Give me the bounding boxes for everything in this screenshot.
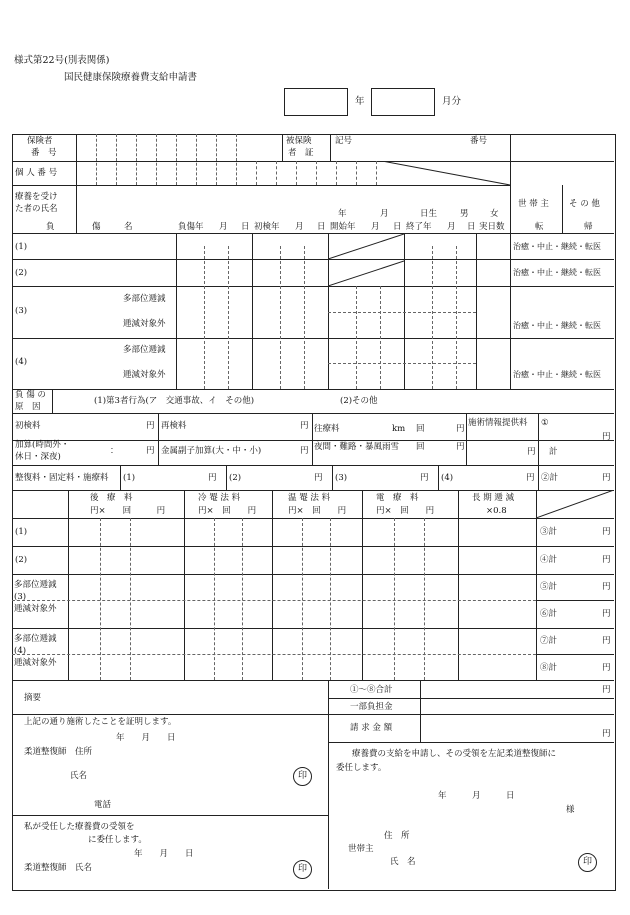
reduction-fee-label: 整復料・固定料・施療料 [15, 473, 109, 483]
grand-total-yen: 円 [602, 685, 611, 695]
reduction-fee-4: (4) [441, 473, 454, 483]
total-6-label: ⑥計 [540, 609, 558, 619]
outcome-options-3[interactable]: 治癒・中止・継続・転医 [513, 321, 601, 330]
total-5-label: ⑤計 [540, 582, 558, 592]
addition-label-2: 休日・深夜) [15, 452, 61, 462]
delegation-text-2: 委任します。 [336, 763, 387, 773]
treatment-row-2: (2) [15, 555, 28, 565]
delegation-seal: 印 [578, 853, 597, 872]
long-term-factor: ×0.8 [486, 506, 507, 516]
acceptance-practitioner-name: 柔道整復師 氏名 [24, 863, 93, 873]
house-call-yen: 円 [456, 424, 465, 434]
aftercare-unit: 円× 回 円 [90, 506, 166, 516]
personal-number-label: 個 人 番 号 [15, 168, 58, 178]
aftercare-fee-header: 後 療 料 [90, 493, 133, 503]
birth-month-label: 月 [380, 209, 389, 219]
delegation-date: 年 月 日 [438, 791, 515, 801]
first-visit-fee-yen: 円 [146, 421, 155, 431]
acceptance-text-2: に委任します。 [88, 835, 147, 845]
symbol-label: 記号 [335, 136, 353, 146]
start-date-diagonals [328, 234, 404, 286]
patient-name-label-2: た者の氏名 [15, 204, 58, 214]
birth-year-label: 年 [338, 209, 347, 219]
injury-row-1: (1) [15, 242, 28, 252]
certification-date: 年 月 日 [116, 733, 176, 743]
birth-day-label: 日生 [420, 209, 438, 219]
injury-row-4-multi-site: 多部位逓減 [123, 345, 166, 355]
long-term-reduction-header: 長 期 逓 減 [472, 493, 515, 503]
insured-card-label-1: 被保険 [286, 136, 312, 146]
col-first-visit-day: 日 [317, 222, 326, 232]
reduction-fee-1: (1) [123, 473, 136, 483]
grand-total-label: ①～⑧合計 [350, 685, 393, 695]
col-injury-date-day: 日 [241, 222, 250, 232]
col-outcome-2: 帰 [584, 222, 593, 232]
revisit-fee-yen: 円 [300, 421, 309, 431]
claim-amount-label: 請 求 金 額 [350, 723, 393, 733]
splint-addition-yen: 円 [300, 446, 309, 456]
col-injury-date-month: 月 [219, 222, 228, 232]
other-relation-label[interactable]: そ の 他 [569, 199, 600, 209]
col-start-year: 開始年 [330, 222, 356, 232]
household-head-label[interactable]: 世 帯 主 [518, 199, 549, 209]
reduction-fee-2: (2) [229, 473, 242, 483]
delegation-name-label: 氏 名 [390, 857, 416, 867]
month-input-box[interactable] [371, 88, 435, 116]
treatment-header-diagonal [536, 490, 614, 518]
treatment-row-3-multi-site: 多部位逓減 [14, 580, 57, 590]
month-label: 月分 [442, 96, 462, 107]
outcome-options-4[interactable]: 治癒・中止・継続・転医 [513, 370, 601, 379]
reduction-fee-3: (3) [335, 473, 348, 483]
house-call-fee-label: 往療料 [314, 424, 340, 434]
col-end-month: 月 [447, 222, 456, 232]
practitioner-seal: 印 [293, 767, 312, 786]
reduction-fee-2-yen: 円 [314, 473, 323, 483]
delegation-text-1: 療養費の支給を申請し、その受領を左記柔道整復師に [352, 749, 557, 759]
splint-addition-label: 金属副子加算(大・中・小) [161, 446, 262, 456]
col-injury-name-3: 名 [124, 222, 133, 232]
claim-amount-yen: 円 [602, 729, 611, 739]
male-label[interactable]: 男 [460, 209, 469, 219]
revisit-fee-label: 再検料 [161, 421, 187, 431]
col-start-month: 月 [371, 222, 380, 232]
certification-text: 上記の通り施術したことを証明します。 [24, 717, 177, 727]
outcome-options-2[interactable]: 治癒・中止・継続・転医 [513, 268, 601, 277]
night-weather-label: 夜間・難路・暴風雨雪 [314, 442, 400, 452]
treatment-row-4-exempt: 逓減対象外 [14, 658, 57, 668]
col-start-day: 日 [393, 222, 402, 232]
night-weather-times: 回 [416, 442, 425, 452]
circle-1-label: ① [541, 418, 549, 428]
year-input-box[interactable] [284, 88, 348, 116]
col-first-visit-month: 月 [295, 222, 304, 232]
col-actual-days: 実日数 [479, 222, 505, 232]
form-number: 様式第22号(別表関係) [14, 55, 110, 66]
col-outcome-1: 転 [535, 222, 544, 232]
treatment-row-3: (3) [14, 592, 27, 602]
cause-label-1: 負 傷 の [15, 390, 46, 400]
patient-name-label-1: 療養を受け [15, 192, 58, 202]
treatment-row-3-exempt: 逓減対象外 [14, 604, 57, 614]
female-label[interactable]: 女 [490, 209, 499, 219]
addition-yen: 円 [146, 446, 155, 456]
first-visit-fee-label: 初検料 [15, 421, 41, 431]
practitioner-phone-label: 電話 [94, 800, 112, 810]
delegation-sama: 様 [566, 805, 575, 815]
treatment-row-4-multi-site: 多部位逓減 [14, 634, 57, 644]
injury-row-2: (2) [15, 268, 28, 278]
info-provision-fee-yen: 円 [527, 447, 536, 457]
copay-label: 一部負担金 [350, 702, 393, 712]
delegation-head-label: 世帯主 [348, 844, 374, 854]
injury-row-4-exempt: 逓減対象外 [123, 370, 166, 380]
col-end-day: 日 [467, 222, 476, 232]
col-end-year: 終了年 [406, 222, 432, 232]
insurer-number-label-2: 番 号 [31, 148, 57, 158]
house-call-times: 回 [416, 424, 425, 434]
insured-card-label-2: 者 証 [288, 148, 314, 158]
cause-other[interactable]: (2)その他 [340, 396, 378, 406]
circle-2-total-label: ②計 [541, 473, 559, 483]
cause-label-2: 原 因 [15, 402, 41, 412]
reduction-fee-1-yen: 円 [208, 473, 217, 483]
cause-third-party[interactable]: (1)第3者行為(ア 交通事故、イ その他) [94, 396, 255, 406]
warm-compress-header: 温 罨 法 料 [288, 493, 331, 503]
total-7-label: ⑦計 [540, 636, 558, 646]
year-label: 年 [355, 96, 365, 107]
cold-compress-unit: 円× 回 円 [198, 506, 257, 516]
acceptance-seal: 印 [293, 860, 312, 879]
col-injury-name-2: 傷 [92, 222, 101, 232]
total-8-yen: 円 [602, 663, 611, 673]
info-provision-fee-label: 施術情報提供料 [468, 418, 528, 428]
total-4-yen: 円 [602, 555, 611, 565]
circle-2-yen: 円 [602, 473, 611, 483]
acceptance-date: 年 月 日 [134, 849, 194, 859]
circle-1-yen: 円 [602, 432, 611, 442]
insurer-number-label-1: 保険者 [27, 136, 53, 146]
reduction-fee-3-yen: 円 [420, 473, 429, 483]
total-4-label: ④計 [540, 555, 558, 565]
col-injury-name-1: 負 [46, 222, 55, 232]
outcome-options-1[interactable]: 治癒・中止・継続・転医 [513, 242, 601, 251]
number-label: 番号 [470, 136, 488, 146]
cold-compress-header: 冷 罨 法 料 [198, 493, 241, 503]
addition-time-colon: ： [110, 446, 119, 456]
treatment-row-1: (1) [15, 527, 28, 537]
addition-label-1: 加算(時間外・ [15, 440, 70, 450]
treatment-row-4: (4) [14, 646, 27, 656]
total-5-yen: 円 [602, 582, 611, 592]
warm-compress-unit: 円× 回 円 [288, 506, 347, 516]
remarks-label: 摘要 [24, 693, 42, 703]
circle-1-total-label: 計 [549, 447, 558, 457]
injury-row-3-multi-site: 多部位逓減 [123, 294, 166, 304]
form-title: 国民健康保険療養費支給申請書 [64, 72, 198, 83]
electrotherapy-unit: 円× 回 円 [376, 506, 435, 516]
night-weather-yen: 円 [456, 442, 465, 452]
delegation-address-label: 住 所 [384, 831, 410, 841]
house-call-km: km [392, 424, 406, 434]
injury-row-3-exempt: 逓減対象外 [123, 319, 166, 329]
injury-row-3: (3) [15, 306, 28, 316]
col-first-visit-year: 初検年 [254, 222, 280, 232]
personal-number-diagonal [382, 161, 510, 185]
total-3-yen: 円 [602, 527, 611, 537]
practitioner-name-label: 氏名 [70, 771, 88, 781]
total-8-label: ⑧計 [540, 663, 558, 673]
reduction-fee-4-yen: 円 [526, 473, 535, 483]
practitioner-address-label: 柔道整復師 住所 [24, 747, 93, 757]
total-7-yen: 円 [602, 636, 611, 646]
total-6-yen: 円 [602, 609, 611, 619]
total-3-label: ③計 [540, 527, 558, 537]
electrotherapy-header: 電 療 料 [376, 493, 419, 503]
col-injury-date-year: 負傷年 [178, 222, 204, 232]
injury-row-4: (4) [15, 357, 28, 367]
acceptance-text-1: 私が受任した療養費の受領を [24, 822, 135, 832]
